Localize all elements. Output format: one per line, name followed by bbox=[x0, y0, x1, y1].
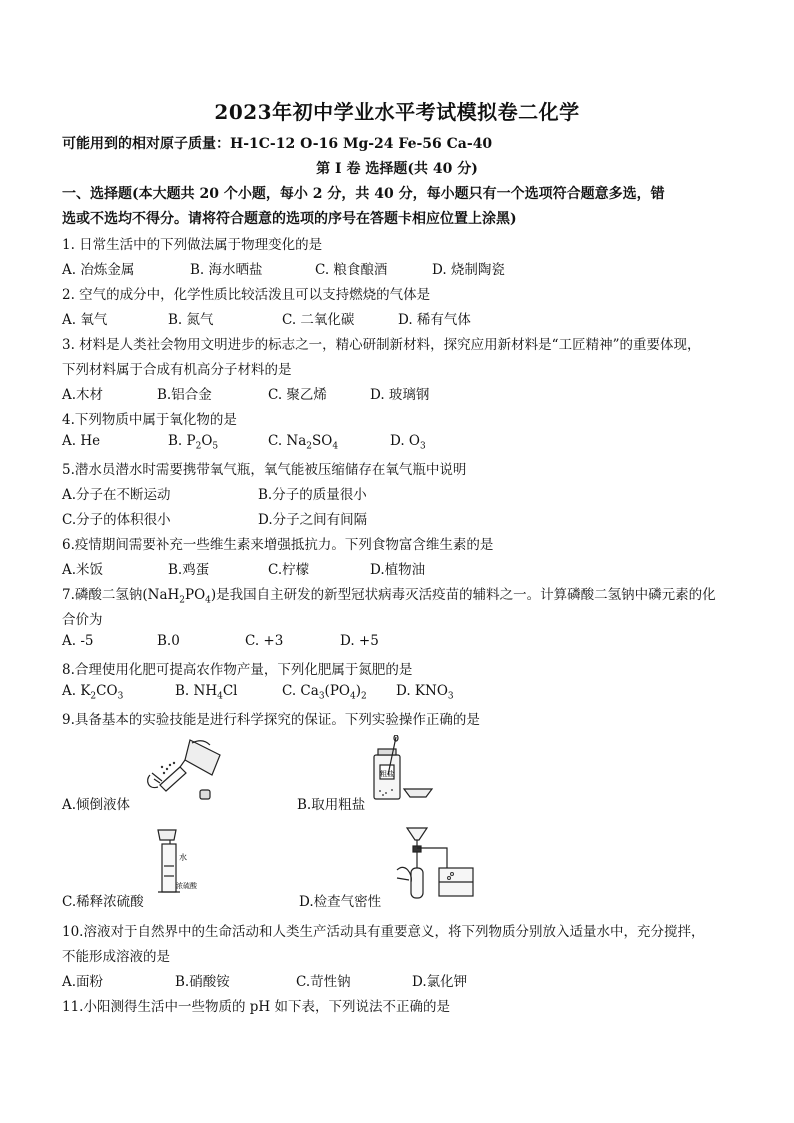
q5-option-d: D.分子之间有间隔 bbox=[258, 512, 368, 528]
q6-option-a: A.米饭 bbox=[62, 562, 104, 578]
q5-stem: 5.潜水员潜水时需要携带氧气瓶，氧气能被压缩储存在氧气瓶中说明 bbox=[62, 462, 467, 478]
q1-option-a: A. 冶炼金属 bbox=[62, 262, 135, 278]
q8-stem: 8.合理使用化肥可提高农作物产量，下列化肥属于氮肥的是 bbox=[62, 662, 413, 678]
q8-option-b: B. $NH_4Cl$ bbox=[175, 683, 238, 702]
section-title: 第 I 卷 选择题(共 40 分) bbox=[316, 161, 478, 177]
q3-option-d: D. 玻璃钢 bbox=[370, 387, 430, 403]
page-title: 2023年初中学业水平考试模拟卷二化学 bbox=[214, 100, 580, 124]
q7-option-a: A. -5 bbox=[62, 633, 94, 649]
q3-stem-line-1: 3. 材料是人类社会物用文明进步的标志之一，精心研制新材料，探究应用新材料是“工匠精神”的重要体现， bbox=[62, 337, 701, 353]
q3-option-b: B.铝合金 bbox=[157, 387, 212, 403]
q9-stem: 9.具备基本的实验技能是进行科学探究的保证。下列实验操作正确的是 bbox=[62, 712, 480, 728]
q3-option-c: C. 聚乙烯 bbox=[268, 387, 327, 403]
q9-option-d: D.检查气密性 bbox=[299, 894, 382, 910]
dilute-acid-figure bbox=[150, 826, 210, 896]
q5-option-a: A.分子在不断运动 bbox=[62, 487, 171, 503]
instructions-line-2: 选或不选均不得分。请将符合题意的选项的序号在答题卡相应位置上涂黑) bbox=[62, 211, 517, 227]
q10-option-a: A.面粉 bbox=[62, 974, 104, 990]
q7-option-b: B.0 bbox=[157, 633, 180, 649]
q7-option-c: C. +3 bbox=[245, 633, 284, 649]
q4-option-c: C. $Na_2SO_4$ bbox=[268, 433, 339, 452]
q9-option-c: C.稀释浓硫酸 bbox=[62, 894, 144, 910]
q3-option-a: A.木材 bbox=[62, 387, 104, 403]
q8-option-c: C. $Ca_3(PO_4)_2$ bbox=[282, 683, 367, 702]
q1-option-d: D. 烧制陶瓷 bbox=[432, 262, 505, 278]
q10-stem-line-2: 不能形成溶液的是 bbox=[62, 949, 170, 965]
q9-option-a: A.倾倒液体 bbox=[62, 797, 131, 813]
q7-option-d: D. +5 bbox=[340, 633, 379, 649]
q2-option-d: D. 稀有气体 bbox=[398, 312, 471, 328]
q6-stem: 6.疫情期间需要补充一些维生素来增强抵抗力。下列食物富含维生素的是 bbox=[62, 537, 494, 553]
q11-stem: 11.小阳测得生活中一些物质的 pH 如下表，下列说法不正确的是 bbox=[62, 999, 450, 1015]
instructions-line-1: 一、选择题(本大题共 20 个小题，每小 2 分，共 40 分，每小题只有一个选项符合题意多选，错 bbox=[62, 186, 665, 202]
q10-option-d: D.氯化钾 bbox=[412, 974, 468, 990]
q6-option-d: D.植物油 bbox=[370, 562, 426, 578]
water-label: 水 bbox=[179, 853, 187, 862]
q8-option-a: A. $K_2CO_3$ bbox=[62, 683, 124, 702]
salt-label: 粗盐 bbox=[380, 770, 394, 778]
q3-stem-line-2: 下列材料属于合成有机高分子材料的是 bbox=[62, 362, 292, 378]
q2-option-b: B. 氮气 bbox=[168, 312, 214, 328]
q5-option-c: C.分子的体积很小 bbox=[62, 512, 171, 528]
q4-stem: 4.下列物质中属于氧化物的是 bbox=[62, 412, 237, 428]
q7-stem-line-1: 7.磷酸二氢钠$(NaH_2PO_4)$是我国自主研发的新型冠状病毒灭活疫苗的辅料之一。计算磷酸二氢钠中磷元素的化 bbox=[62, 587, 716, 606]
q7-stem-line-2: 合价为 bbox=[62, 612, 103, 628]
q10-stem-line-1: 10.溶液对于自然界中的生命活动和人类生产活动具有重要意义，将下列物质分别放入适量水中，充分搅拌， bbox=[62, 924, 705, 940]
q4-option-d: D. $O_3$ bbox=[390, 433, 426, 452]
q2-option-a: A. 氧气 bbox=[62, 312, 108, 328]
q2-option-c: C. 二氧化碳 bbox=[282, 312, 355, 328]
acid-label: 浓硫酸 bbox=[176, 882, 197, 890]
q1-stem: 1. 日常生活中的下列做法属于物理变化的是 bbox=[62, 237, 323, 253]
q8-option-d: D. $KNO_3$ bbox=[396, 683, 454, 702]
coarse-salt-figure bbox=[368, 735, 438, 805]
q6-option-b: B.鸡蛋 bbox=[168, 562, 210, 578]
q4-option-a: A. He bbox=[62, 433, 101, 449]
q6-option-c: C.柠檬 bbox=[268, 562, 310, 578]
q10-option-c: C.苛性钠 bbox=[296, 974, 351, 990]
q2-stem: 2. 空气的成分中，化学性质比较活泼且可以支持燃烧的气体是 bbox=[62, 287, 431, 303]
q9-option-b: B.取用粗盐 bbox=[297, 797, 366, 813]
airtightness-figure bbox=[395, 822, 480, 902]
q10-option-b: B.硝酸铵 bbox=[175, 974, 230, 990]
q5-option-b: B.分子的质量很小 bbox=[258, 487, 367, 503]
q1-option-b: B. 海水晒盐 bbox=[190, 262, 263, 278]
pouring-liquid-figure bbox=[140, 735, 230, 805]
q1-option-c: C. 粮食酿酒 bbox=[315, 262, 388, 278]
atomic-mass-line: 可能用到的相对原子质量：H-1C-12 O-16 Mg-24 Fe-56 Ca-40 bbox=[62, 136, 493, 152]
q4-option-b: B. $P_2O_5$ bbox=[168, 433, 219, 452]
